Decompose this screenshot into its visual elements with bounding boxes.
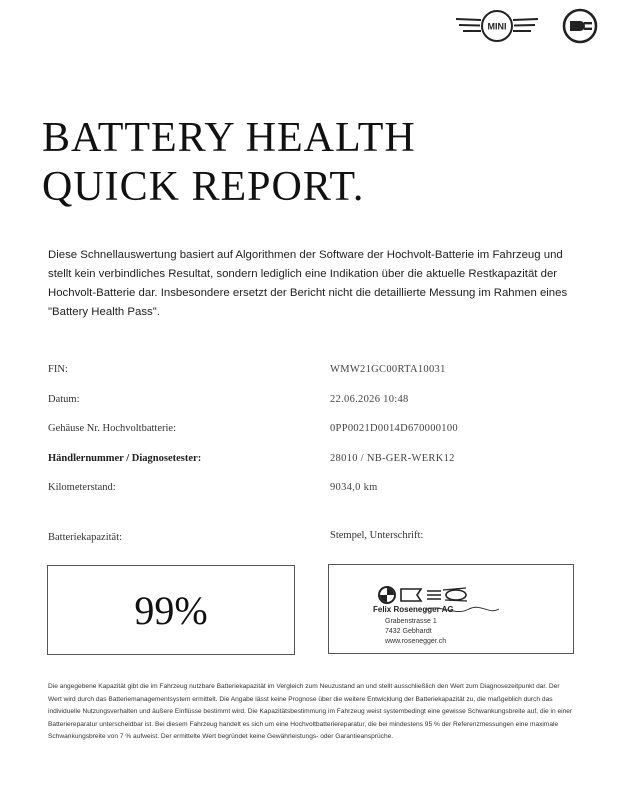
title-line-1: BATTERY HEALTH xyxy=(42,115,416,161)
field-label: Händlernummer / Diagnosetester: xyxy=(48,452,202,464)
vehicle-info-list xyxy=(48,364,568,512)
mini-wings-logo-icon xyxy=(454,8,540,44)
mini-logo-icon xyxy=(401,588,467,601)
field-value: 22.06.2026 10:48 xyxy=(330,393,409,405)
field-row-fin xyxy=(48,364,568,394)
field-row-battery-housing xyxy=(48,423,568,453)
field-value: 0PP0021D0014D670000100 xyxy=(330,423,458,434)
field-label: Datum: xyxy=(48,393,80,405)
stamp-city: 7432 Gebhardt xyxy=(385,628,432,635)
stamp-web: www.rosenegger.ch xyxy=(385,638,447,645)
stamp-company: Felix Rosenegger AG xyxy=(373,605,454,614)
field-value: WMW21GC00RTA10031 xyxy=(330,364,446,375)
title-line-2: QUICK REPORT. xyxy=(42,164,365,210)
field-label: FIN: xyxy=(48,364,68,375)
mini-logo-text: MINI xyxy=(487,21,507,32)
field-row-mileage xyxy=(48,482,568,512)
field-value: 9034,0 km xyxy=(330,482,378,493)
header-logos xyxy=(454,8,598,44)
field-label: Kilometerstand: xyxy=(48,482,116,493)
capacity-box xyxy=(47,565,295,655)
stamp-street: Grabenstrasse 1 xyxy=(385,618,437,625)
electric-plug-logo-icon xyxy=(562,8,598,44)
field-label: Gehäuse Nr. Hochvoltbatterie: xyxy=(48,423,176,434)
field-row-dealer xyxy=(48,453,568,483)
field-row-date xyxy=(48,394,568,424)
capacity-value: 99% xyxy=(134,587,208,633)
field-value: 28010 / NB-GER-WERK12 xyxy=(330,452,455,464)
bmw-logo-icon xyxy=(379,587,395,603)
disclaimer-text: Die angegebene Kapazität gibt die im Fahrzeug nutzbare Batteriekapazität im Vergleich zum Neuzustand an und stellt ausschließlich den Wert zum Diagnosezeitpunkt dar. Der Wert wird durch das Batteriemanagementsystem ermittelt. Die Angabe lässt keine Prognose über die weitere Entwicklung der Batteriekapazität zu, die maßgeblich durch das individuelle Nutzungsverhalten und äußere Einflüsse bestimmt wird. Die Kapazitätsbestimmung im Fahrzeug weist systembedingt eine gewisse Schwankungsbreite auf, die in einer Batteriereparatur unterscheidbar ist. Bei diesem Fahrzeug handelt es sich um eine Hochvoltbatteriereparatur, die bei mindestens 95 % der Referenzmessungen eine maximale Schwankungsbreite von 7 % aufweist. Der ermittelte Wert begründet keine Gewährleistungs- oder Garantieansprüche. xyxy=(48,683,573,740)
stamp-label: Stempel, Unterschrift: xyxy=(330,530,424,541)
report-title xyxy=(42,114,416,212)
dealer-stamp xyxy=(329,565,573,653)
capacity-label: Batteriekapazität: xyxy=(48,532,123,543)
intro-paragraph: Diese Schnellauswertung basiert auf Algorithmen der Software der Hochvolt-Batterie im Fahrzeug und stellt kein verbindliches Resultat, sondern lediglich eine Indikation über die aktuelle Restkapazität der Hochvolt-Batterie dar. Insbesondere ersetzt der Bericht nicht die detaillierte Messung im Rahmen eines "Battery Health Pass". xyxy=(48,249,568,318)
dealer-stamp-box xyxy=(328,564,574,654)
